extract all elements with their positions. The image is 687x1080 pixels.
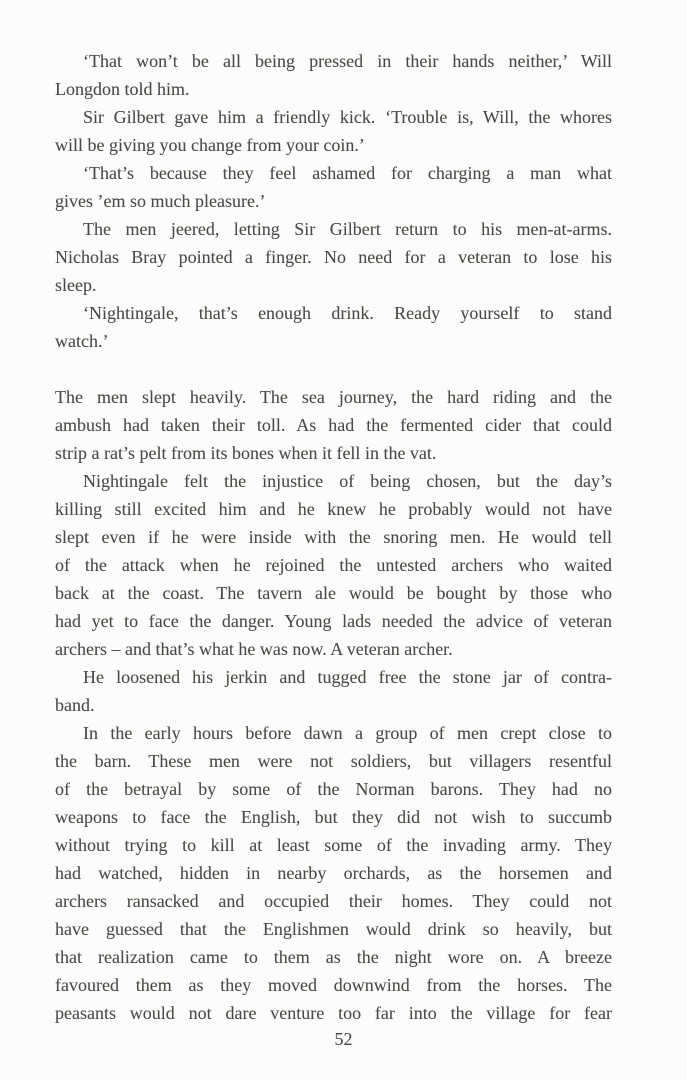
text-line: Longdon told him. — [55, 79, 190, 99]
text-line: band. — [55, 695, 95, 715]
text-line: In the early hours before dawn a group of men crept close to — [83, 723, 612, 743]
text-line: The men jeered, letting Sir Gilbert return to his men-at-arms. — [83, 219, 612, 239]
text-line: The men slept heavily. The sea journey, the hard riding and the — [55, 387, 612, 407]
text-line: He loosened his jerkin and tugged free the stone jar of contra- — [83, 667, 612, 687]
text-line: that realization came to them as the night wore on. A breeze — [55, 947, 612, 967]
text-line: had watched, hidden in nearby orchards, as the horsemen and — [55, 863, 612, 883]
text-line: of the attack when he rejoined the untested archers who waited — [55, 555, 612, 575]
text-line: Nicholas Bray pointed a finger. No need for a veteran to lose his — [55, 247, 612, 267]
text-line: ‘That’s because they feel ashamed for charging a man what — [83, 163, 612, 183]
text-line: weapons to face the English, but they did not wish to succumb — [55, 807, 612, 827]
text-line: ‘That won’t be all being pressed in their hands neither,’ Will — [83, 51, 612, 71]
text-line: slept even if he were inside with the snoring men. He would tell — [55, 527, 612, 547]
text-line: of the betrayal by some of the Norman barons. They had no — [55, 779, 612, 799]
text-line: have guessed that the Englishmen would drink so heavily, but — [55, 919, 612, 939]
text-line: strip a rat’s pelt from its bones when it fell in the vat. — [55, 443, 437, 463]
page-text — [55, 47, 612, 1027]
text-line: watch.’ — [55, 331, 109, 351]
text-line: sleep. — [55, 275, 97, 295]
page-number: 52 — [334, 1029, 353, 1049]
text-line: archers ransacked and occupied their homes. They could not — [55, 891, 612, 911]
text-line: ambush had taken their toll. As had the fermented cider that could — [55, 415, 612, 435]
text-line: the barn. These men were not soldiers, but villagers resentful — [55, 751, 612, 771]
text-line: gives ’em so much pleasure.’ — [55, 191, 266, 211]
text-line: ‘Nightingale, that’s enough drink. Ready yourself to stand — [83, 303, 612, 323]
text-line: will be giving you change from your coin.’ — [55, 135, 365, 155]
text-line: killing still excited him and he knew he probably would not have — [55, 499, 612, 519]
text-line: had yet to face the danger. Young lads needed the advice of veteran — [55, 611, 612, 631]
text-line: Nightingale felt the injustice of being chosen, but the day’s — [83, 471, 612, 491]
text-line: Sir Gilbert gave him a friendly kick. ‘Trouble is, Will, the whores — [83, 107, 612, 127]
section-break — [55, 355, 612, 383]
text-line: archers – and that’s what he was now. A veteran archer. — [55, 639, 453, 659]
text-line: peasants would not dare venture too far into the village for fear — [55, 1003, 612, 1023]
text-line: without trying to kill at least some of the invading army. They — [55, 835, 612, 855]
text-line: back at the coast. The tavern ale would be bought by those who — [55, 583, 612, 603]
text-line: favoured them as they moved downwind from the horses. The — [55, 975, 612, 995]
